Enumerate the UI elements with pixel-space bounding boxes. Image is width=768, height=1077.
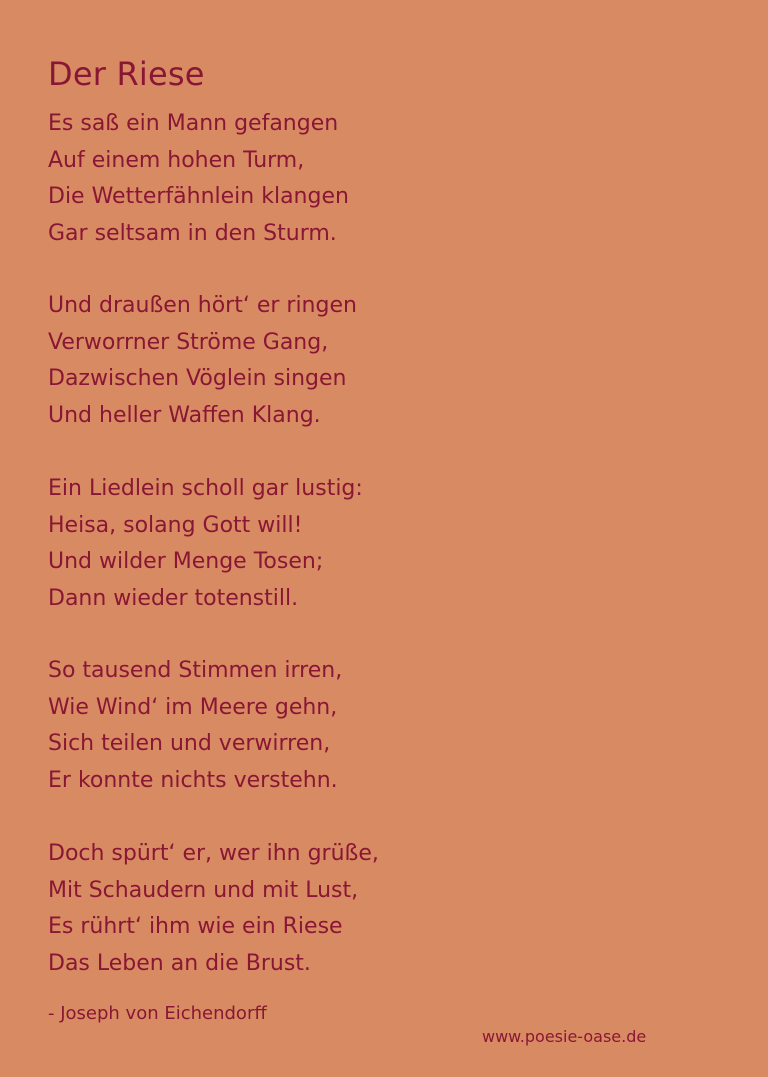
poem-title: Der Riese <box>48 55 205 93</box>
stanza-5 <box>48 836 379 982</box>
poem-line: Es saß ein Mann gefangen <box>48 111 339 136</box>
poem-line: Wie Wind‘ im Meere gehn, <box>48 694 338 720</box>
stanza-2 <box>48 288 357 434</box>
poem-line: Es rührt‘ ihm wie ein Riese <box>48 914 343 939</box>
poem-line: Das Leben an die Brust. <box>48 950 311 976</box>
poem-line: Und heller Waffen Klang. <box>48 402 321 428</box>
poem-line: Mit Schaudern und mit Lust, <box>48 877 359 903</box>
poem-line: Die Wetterfähnlein klangen <box>48 184 349 209</box>
website-url: www.poesie-oase.de <box>482 1027 647 1046</box>
poem-line: Verworrner Ströme Gang, <box>48 329 329 355</box>
poem-line: Doch spürt‘ er, wer ihn grüße, <box>48 841 379 866</box>
poem-line: Gar seltsam in den Sturm. <box>48 220 337 246</box>
poem-line: Dann wieder totenstill. <box>48 585 299 611</box>
poem-line: Er konnte nichts verstehn. <box>48 767 338 793</box>
poem-line: Und draußen hört‘ er ringen <box>48 293 357 318</box>
poem-line: Dazwischen Vöglein singen <box>48 366 347 391</box>
poem-line: Auf einem hohen Turm, <box>48 147 305 173</box>
stanza-1 <box>48 106 349 252</box>
poem-author: - Joseph von Eichendorff <box>48 1003 267 1024</box>
stanza-3 <box>48 471 363 617</box>
poem-line: Sich teilen und verwirren, <box>48 731 331 756</box>
poem-line: Und wilder Menge Tosen; <box>48 549 324 574</box>
poem-line: Ein Liedlein scholl gar lustig: <box>48 476 363 501</box>
poem-line: Heisa, solang Gott will! <box>48 512 303 538</box>
stanza-4 <box>48 653 342 799</box>
poem-line: So tausend Stimmen irren, <box>48 658 343 683</box>
